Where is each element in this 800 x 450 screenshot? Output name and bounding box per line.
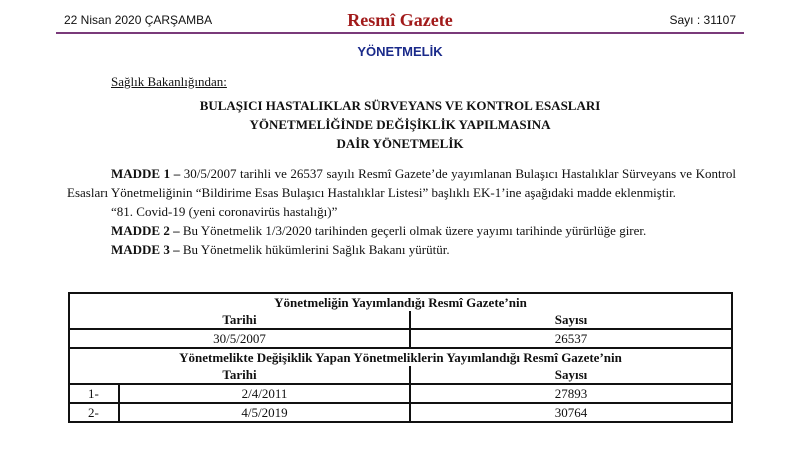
column-header-number: Sayısı xyxy=(410,366,732,384)
main-row-date: 30/5/2007 xyxy=(69,329,410,348)
table-amend-heading: Yönetmelikte Değişiklik Yapan Yönetmeliklerin Yayımlandığı Resmî Gazete’nin xyxy=(69,348,732,366)
regulation-title xyxy=(0,96,800,153)
column-header-number: Sayısı xyxy=(410,311,732,329)
article-1 xyxy=(67,164,736,202)
section-title: YÖNETMELİK xyxy=(357,44,443,59)
table-row xyxy=(69,384,732,403)
article-1-text: 30/5/2007 tarihli ve 26537 sayılı Resmî Gazete’de yayımlanan Bulaşıcı Hastalıklar Sürveyans ve Kontrol Esasları Yönetmeliğinin “Bildirime Esas Bulaşıcı Hastalıklar Listesi” başlıklı EK-1’ine aşağıdaki madde eklenmiştir. xyxy=(67,166,737,200)
regulation-title-line: DAİR YÖNETMELİK xyxy=(336,136,464,151)
amend-row-date: 4/5/2019 xyxy=(119,403,410,422)
table-heading-row xyxy=(69,293,732,311)
publication-table xyxy=(68,292,733,423)
article-2-label: MADDE 2 – xyxy=(111,223,180,238)
gazette-header xyxy=(56,10,744,34)
article-1-quote: “81. Covid-19 (yeni coronavirüs hastalığı)” xyxy=(111,204,338,219)
table-row xyxy=(69,329,732,348)
amend-row-number: 30764 xyxy=(410,403,732,422)
article-2 xyxy=(67,221,736,240)
article-3 xyxy=(67,240,736,259)
table-heading-row xyxy=(69,348,732,366)
issue-date: 22 Nisan 2020 ÇARŞAMBA xyxy=(64,13,213,27)
amend-row-index: 2- xyxy=(69,403,119,422)
column-header-date: Tarihi xyxy=(69,366,410,384)
table-row xyxy=(69,403,732,422)
article-3-label: MADDE 3 – xyxy=(111,242,180,257)
gazette-title: Resmî Gazete xyxy=(347,10,453,30)
article-3-text: Bu Yönetmelik hükümlerini Sağlık Bakanı yürütür. xyxy=(179,242,450,257)
regulation-title-line: BULAŞICI HASTALIKLAR SÜRVEYANS VE KONTROL ESASLARI xyxy=(199,98,601,113)
regulation-body xyxy=(67,164,736,259)
table-main-heading: Yönetmeliğin Yayımlandığı Resmî Gazete’nin xyxy=(69,293,732,311)
table-column-header-row xyxy=(69,311,732,329)
article-1-label: MADDE 1 – xyxy=(111,166,181,181)
issue-number: Sayı : 31107 xyxy=(669,13,736,27)
column-header-date: Tarihi xyxy=(69,311,410,329)
main-row-number: 26537 xyxy=(410,329,732,348)
amend-row-date: 2/4/2011 xyxy=(119,384,410,403)
amend-row-index: 1- xyxy=(69,384,119,403)
issuing-ministry: Sağlık Bakanlığından: xyxy=(111,74,227,89)
article-2-text: Bu Yönetmelik 1/3/2020 tarihinden geçerli olmak üzere yayımı tarihinde yürürlüğe girer. xyxy=(179,223,647,238)
regulation-title-line: YÖNETMELİĞİNDE DEĞİŞİKLİK YAPILMASINA xyxy=(249,117,551,132)
amend-row-number: 27893 xyxy=(410,384,732,403)
table-column-header-row xyxy=(69,366,732,384)
